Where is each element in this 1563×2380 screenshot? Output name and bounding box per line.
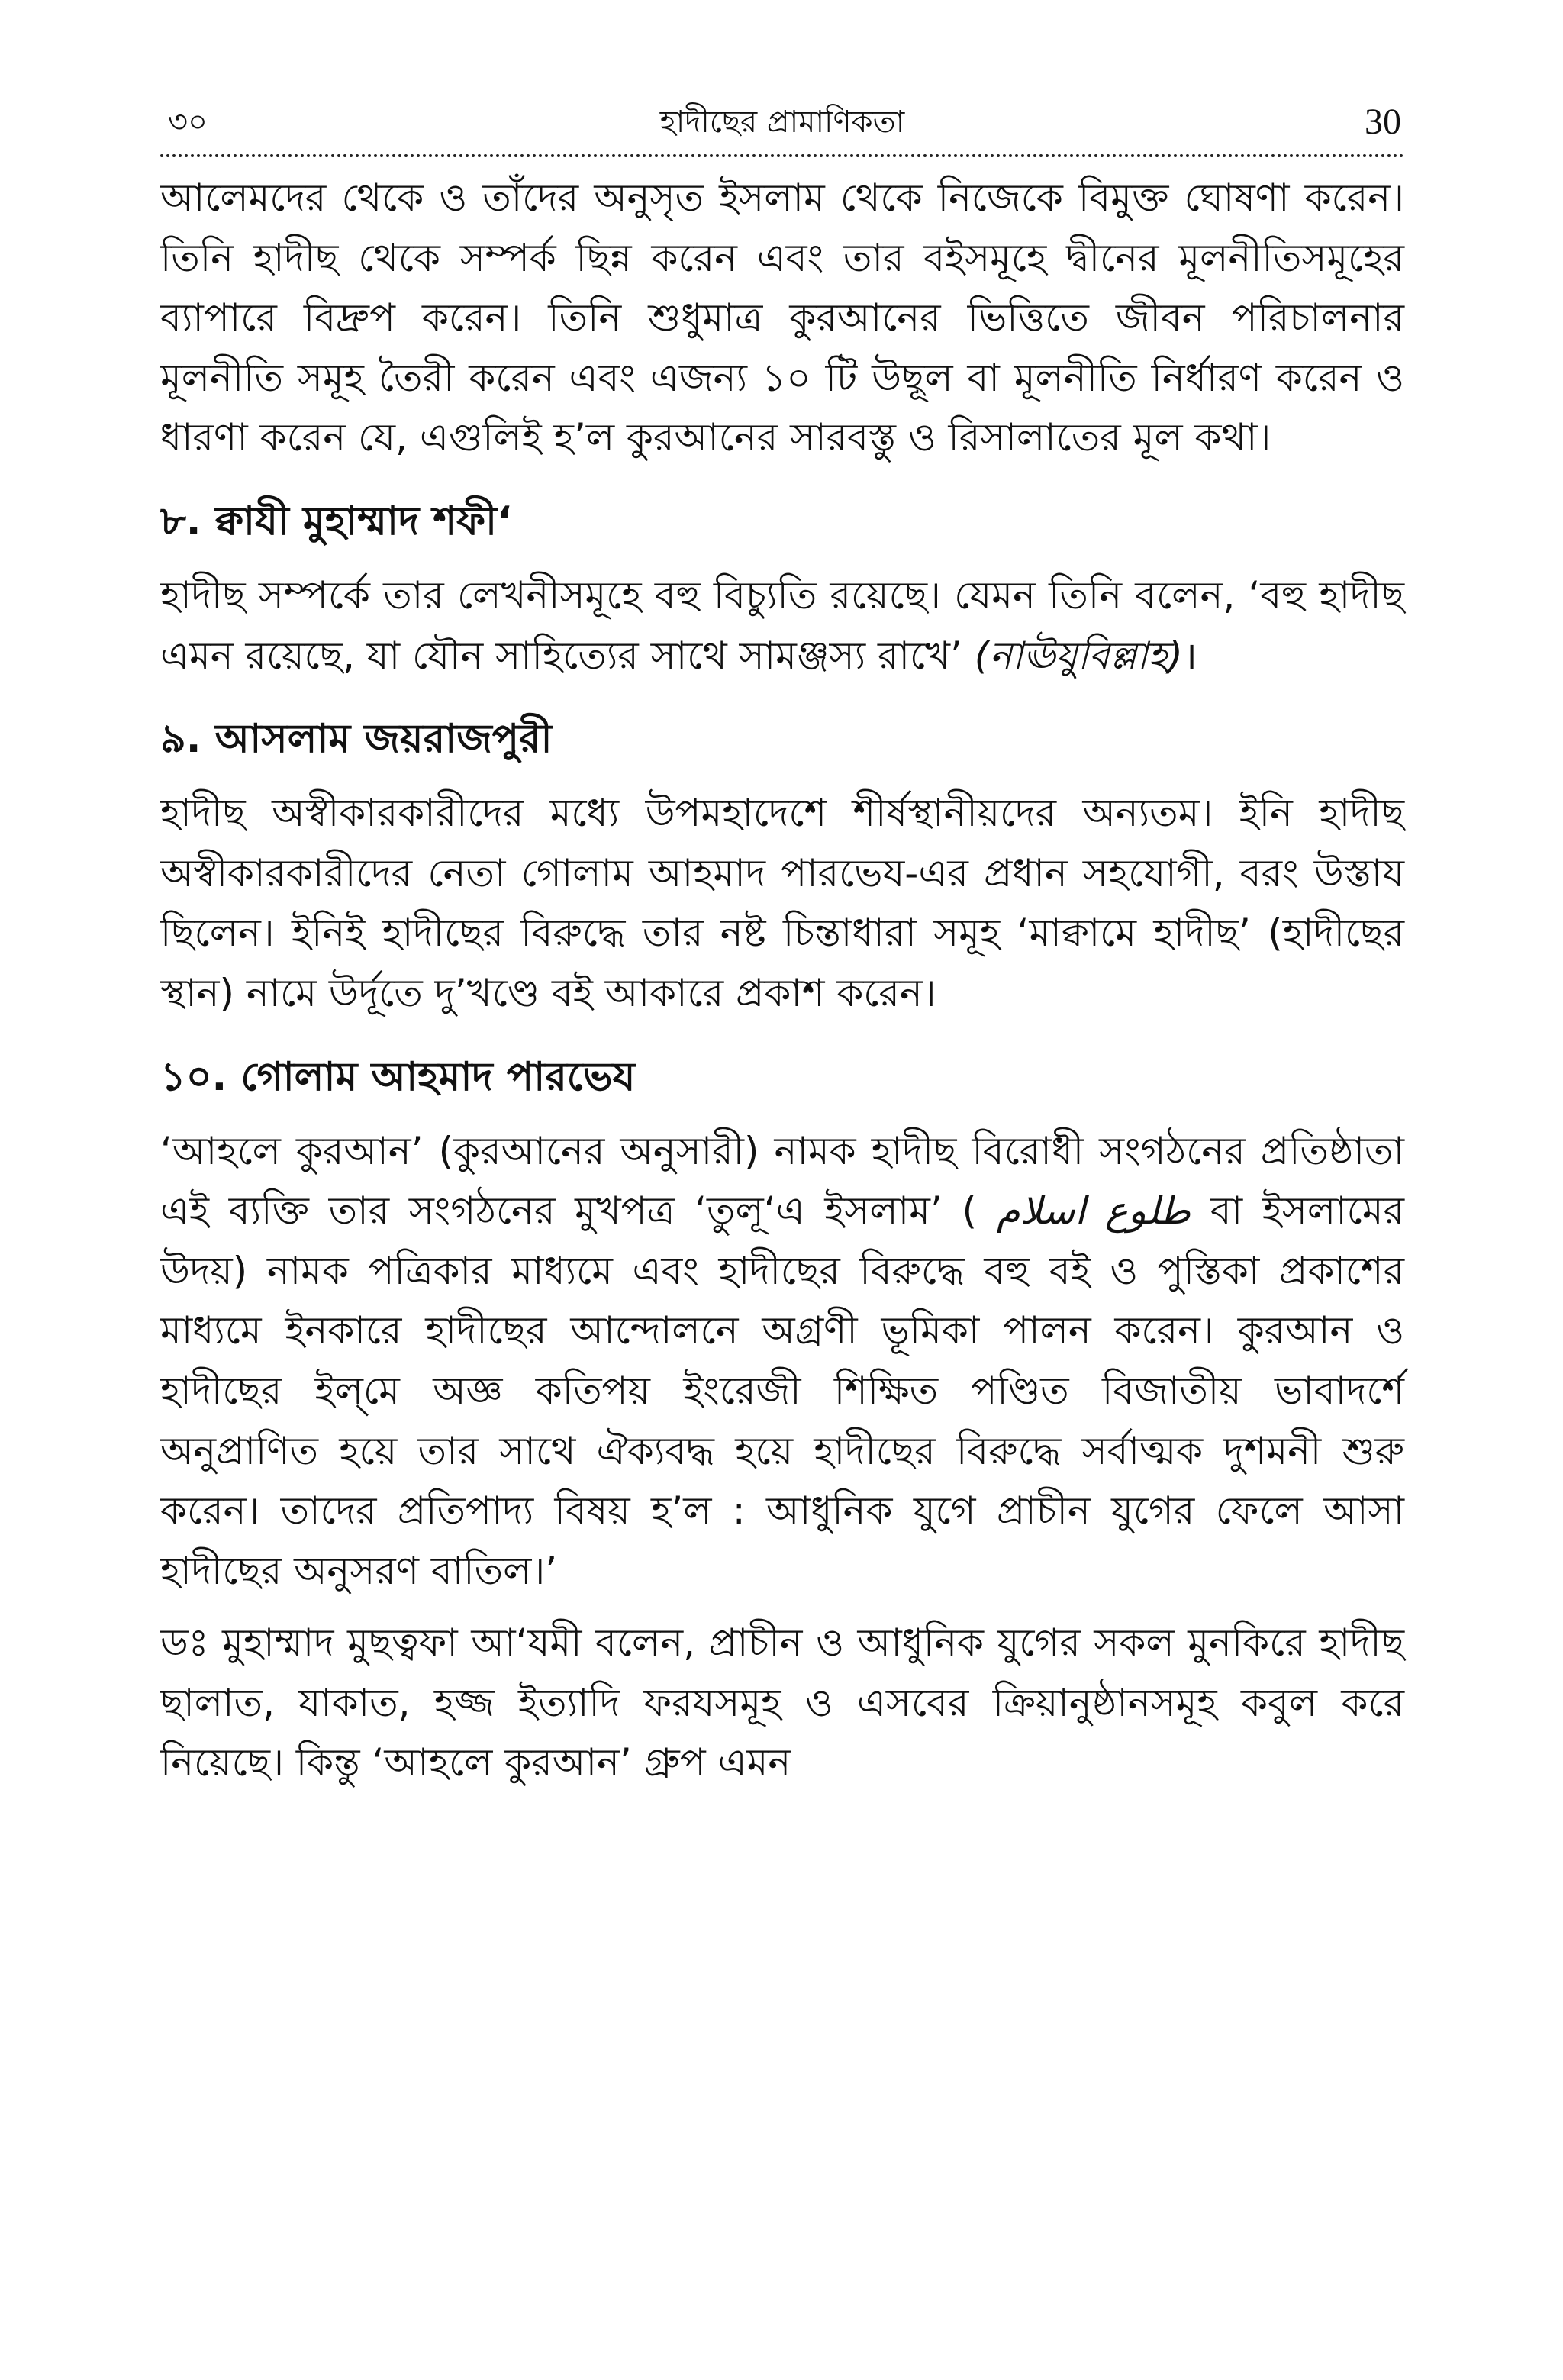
urdu-magazine-name: طلوع اسلام <box>996 1188 1191 1234</box>
paragraph-azami: ডঃ মুহাম্মাদ মুছত্বফা আ‘যমী বলেন, প্রাচীন ও আধুনিক যুগের সকল মুনকিরে হাদীছ ছালাত, যাকাত, হজ্জ ইত্যাদি ফরযসমূহ ও এসবের ক্রিয়ানুষ্ঠানসমূহ কবুল করে নিয়েছে। কিন্তু ‘আহলে কুরআন’ গ্রুপ এমন <box>160 1621 1404 1785</box>
paragraph-ghulam-ahmad-parvez <box>160 1121 1404 1601</box>
page-number: 30 <box>1365 102 1401 142</box>
section-heading-9: ৯. আসলাম জয়রাজপুরী <box>160 716 553 763</box>
paragraph-text: হাদীছ সম্পর্কে তার লেখনীসমূহে বহু বিচ্যুতি রয়েছে। যেমন তিনি বলেন, ‘বহু হাদীছ এমন রয়েছে, যা যৌন সাহিত্যের সাথে সামঞ্জস্য রাখে’ <box>160 572 1404 678</box>
paragraph-text-rest: বা ইসলামের উদয়) নামক পত্রিকার মাধ্যমে এবং হাদীছের বিরুদ্ধে বহু বই ও পুস্তিকা প্রকাশের মাধ্যমে ইনকারে হাদীছের আন্দোলনে অগ্রণী ভূমিকা পালন করেন। কুরআন ও হাদীছের ইল্‌মে অজ্ঞ কতিপয় ইংরেজী শিক্ষিত পণ্ডিত বিজাতীয় ভাবাদর্শে অনুপ্রাণিত হয়ে তার সাথে ঐক্যবদ্ধ হয়ে হাদীছের বিরুদ্ধে সর্বাত্মক দুশমনী শুরু করেন। তাদের প্রতিপাদ্য বিষয় হ’ল : আধুনিক যুগে প্রাচীন যুগের ফেলে আসা হাদীছের অনুসরণ বাতিল।’ <box>160 1188 1404 1593</box>
section-heading-10: ১০. গোলাম আহমাদ পারভেয <box>160 1053 636 1100</box>
paragraph-text-start: ‘আহলে কুরআন’ (কুরআনের অনুসারী) নামক হাদীছ বিরোধী সংগঠনের প্রতিষ্ঠাতা এই ব্যক্তি তার সংগঠনের মুখপত্র ‘তুলূ‘এ ইসলাম’ ( <box>160 1128 1404 1234</box>
body-text <box>160 168 1404 1793</box>
paragraph-aslam-jairajpuri: হাদীছ অস্বীকারকারীদের মধ্যে উপমহাদেশে শীর্ষস্থানীয়দের অন্যতম। ইনি হাদীছ অস্বীকারকারীদের নেতা গোলাম আহমাদ পারভেয-এর প্রধান সহযোগী, বরং উস্তায ছিলেন। ইনিই হাদীছের বিরুদ্ধে তার নষ্ট চিন্তাধারা সমূহ ‘মাক্বামে হাদীছ’ (হাদীছের স্থান) নামে উর্দূতে দু’খণ্ডে বই আকারে প্রকাশ করেন। <box>160 791 1404 1015</box>
italic-phrase: (নাঊযুবিল্লাহ) <box>974 633 1183 678</box>
paragraph-qazi-shafi <box>160 566 1404 685</box>
paragraph-end: । <box>1182 633 1197 678</box>
header-divider <box>160 154 1404 157</box>
paragraph-continuation: আলেমদের থেকে ও তাঁদের অনুসৃত ইসলাম থেকে নিজেকে বিমুক্ত ঘোষণা করেন। তিনি হাদীছ থেকে সম্পর্ক ছিন্ন করেন এবং তার বইসমূহে দ্বীনের মূলনীতিসমূহের ব্যাপারে বিদ্রুপ করেন। তিনি শুধুমাত্র কুরআনের ভিত্তিতে জীবন পরিচালনার মূলনীতি সমূহ তৈরী করেন এবং এজন্য ১০ টি উছূল বা মূলনীতি নির্ধারণ করেন ও ধারণা করেন যে, এগুলিই হ’ল কুরআনের সারবস্তু ও রিসালাতের মূল কথা। <box>160 176 1404 460</box>
book-page <box>160 92 1404 1793</box>
page-number-bengali: ৩০ <box>168 105 208 140</box>
running-header <box>160 92 1404 150</box>
section-heading-8: ৮. ক্বাযী মুহাম্মাদ শফী‘ <box>160 498 512 544</box>
book-title: হাদীছের প্রামাণিকতা <box>659 105 905 140</box>
